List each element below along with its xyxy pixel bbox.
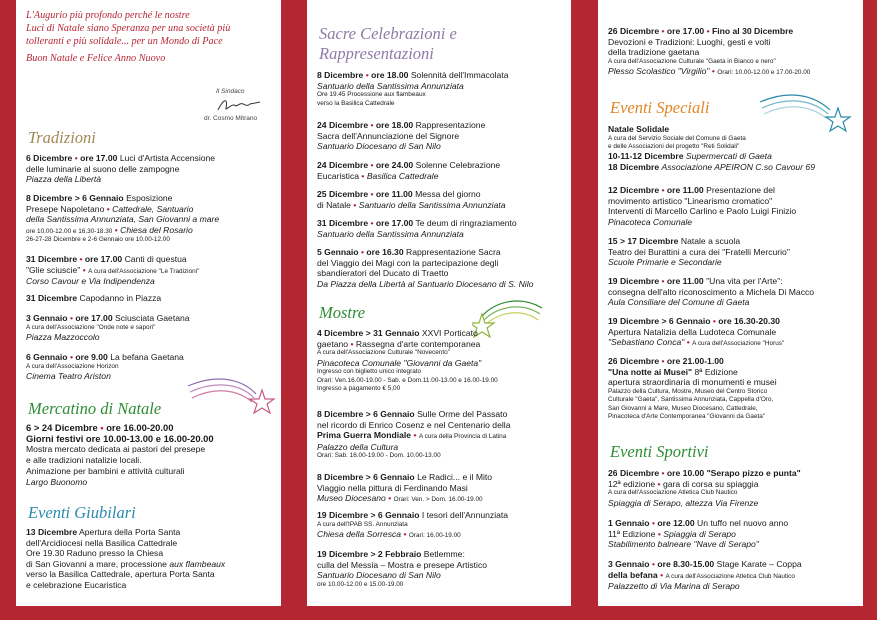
- section-title-giubilari: Eventi Giubilari: [28, 503, 136, 522]
- event-sacre-3: 24 Dicembre • ore 24.00 Solenne Celebrazione Eucaristica • Basilica Cattedrale: [317, 160, 501, 181]
- greeting-wish: Buon Natale e Felice Anno Nuovo: [26, 53, 166, 64]
- section-title-tradizioni: Tradizioni: [28, 128, 96, 147]
- greeting-line: L'Augurio più profondo perché le nostre: [26, 10, 190, 21]
- section-title-mostre: Mostre: [319, 303, 366, 322]
- event-sport-3: 3 Gennaio • ore 8.30-15.00 Stage Karate – Coppa della befana • A cura dell'Associazione Atletica Club Nautico Palazzetto di Via Marina di Serapo: [608, 559, 802, 591]
- event-spec-2: 12 Dicembre • ore 11.00 Presentazione del movimento artistico "Linearismo cromatico" Interventi di Marcello Carlino e Paolo Luigi Finizio Pinacoteca Comunale: [608, 185, 797, 227]
- event-trad-2: 8 Dicembre > 6 Gennaio Esposizione Presepe Napoletano • Cattedrale, Santuario della Santissima Annunziata, San Giovanni a mare ore 10.00-12.00 e 16.30-18.30 • Chiesa del Rosario 26-27-28 Dicembre e 2-6 Gennaio ore 10.00-12.00: [26, 193, 220, 244]
- section-title-speciali: Eventi Speciali: [610, 98, 710, 117]
- event-sacre-2: 24 Dicembre • ore 18.00 Rappresentazione Sacra dell'Annunciazione del Signore Santuario Diocesano di San Nilo: [317, 120, 486, 152]
- event-spec-4: 19 Dicembre • ore 11.00 "Una vita per l'Arte": consegna dell'alto riconoscimento a Michela Di Macco Aula Consiliare del Comune di Gaeta: [608, 276, 815, 308]
- signer-title: Il Sindaco: [216, 88, 245, 95]
- panel-left: [16, 0, 281, 606]
- event-merc-1: 6 > 24 Dicembre • ore 16.00-20.00 Giorni festivi ore 10.00-13.00 e 16.00-20.00 Mostra mercato dedicata ai pastori del presepe e alle tradizioni natalizie locali. Animazione per bambini e attività culturali Largo Buonomo: [26, 422, 214, 487]
- event-trad-3: 31 Dicembre • ore 17.00 Canti di questua "Glie sciuscie" • A cura dell'Associazione "Le Tradizioni" Corso Cavour e Via Indipendenza: [26, 254, 200, 286]
- panel-right: [598, 0, 863, 606]
- event-spec-1: Natale Solidale A cura del Servizio Sociale del Comune di Gaeta e delle Associazioni del progetto "Reti Solidali" 10-11-12 Dicembre Supermercati di Gaeta 18 Dicembre Associazione APEIRON C.so Cavour 69: [608, 124, 815, 172]
- event-spec-3: 15 > 17 Dicembre Natale a scuola Teatro dei Burattini a cura dei "Fratelli Mercurio" Scuole Primarie e Secondarie: [608, 236, 790, 268]
- event-trad-4: 31 Dicembre Capodanno in Piazza: [26, 293, 162, 303]
- event-spec-6: 26 Dicembre • ore 21.00-1.00 "Una notte ai Musei" 8ª Edizione apertura straordinaria di monumenti e musei Palazzo della Cultura, Mostre, Museo del Centro Storico Culturale "Gaeta", Santissima Annunziata, Cappella d'Oro, San Giovanni a Mare, Museo Diocesano, Cattedrale, Pinacoteca d'Arte Contemporanea "Giovanni da Gaeta": [608, 356, 777, 420]
- event-mostre-5: 19 Dicembre > 2 Febbraio Betlemme: culla del Messia – Mostra e presepe Artistico Santuario Diocesano di San Nilo ore 10.00-12.00 e 15.00-19.00: [317, 549, 488, 588]
- event-trad-6: 6 Gennaio • ore 9.00 La befana Gaetana A cura dell'Associazione Horizon Cinema Teatro Ariston: [26, 352, 184, 381]
- event-sport-2: 1 Gennaio • ore 12.00 Un tuffo nel nuovo anno 11ª Edizione • Spiaggia di Serapo Stabilimento balneare "Nave di Serapo": [608, 518, 789, 550]
- section-title-sacre: Sacre Celebrazioni e Rappresentazioni: [319, 24, 457, 63]
- panel-center: [307, 0, 571, 606]
- event-sacre-6: 5 Gennaio • ore 16.30 Rappresentazione Sacra del Viaggio dei Magi con la partecipazione degli sbandieratori del Ducato di Traetto Da Piazza della Libertà al Santuario Diocesano di S. Nilo: [317, 247, 534, 289]
- event-sacre-5: 31 Dicembre • ore 17.00 Te deum di ringraziamento Santuario della Santissima Annunziata: [317, 218, 517, 239]
- shooting-star-icon: [186, 368, 276, 418]
- greeting-line: Luci di Natale siano Speranza per una società più: [26, 23, 231, 34]
- greeting-line: tolleranti e più solidale... per un Mondo di Pace: [26, 36, 223, 47]
- event-sacre-4: 25 Dicembre • ore 11.00 Messa del giorno di Natale • Santuario della Santissima Annunziata: [317, 189, 506, 210]
- signature-icon: [216, 96, 266, 114]
- event-sacre-1: 8 Dicembre • ore 18.00 Solennità dell'Immacolata Santuario della Santissima Annunziata Ore 19.45 Processione aux flambeaux verso la Basilica Cattedrale: [317, 70, 509, 107]
- event-spec-5: 19 Dicembre > 6 Gennaio • ore 16.30-20.30 Apertura Natalizia della Ludoteca Comunale "Sebastiano Conca" • A cura dell'Associazione "Horus": [608, 316, 785, 348]
- event-top: 26 Dicembre • ore 17.00 • Fino al 30 Dicembre Devozioni e Tradizioni: Luoghi, gesti e volti della tradizione gaetana A cura dell'Associazione Culturale "Gaeta in Bianco e nero" Plesso Scolastico "Virgilio" • Orari: 10.00-12.00 e 17.00-20.00: [608, 26, 811, 77]
- event-mostre-3: 8 Dicembre > 6 Gennaio Le Radici... e il Mito Viaggio nella pittura di Ferdinando Masi Museo Diocesano • Orari: Ven. > Dom. 16.00-19.00: [317, 472, 493, 504]
- signer-name: dr. Cosmo Mitrano: [204, 115, 258, 122]
- event-trad-5: 3 Gennaio • ore 17.00 Sciusciata Gaetana A cura dell'Associazione "Onde note e sapori" Piazza Mazzoccolo: [26, 313, 190, 342]
- event-giub-1: 13 Dicembre Apertura della Porta Santa dell'Arcidiocesi nella Basilica Cattedrale Ore 19.30 Raduno presso la Chiesa di San Giovanni a mare, processione aux flambeaux verso la Basilica Cattedrale, apertura Porta Santa e celebrazione Eucaristica: [26, 527, 226, 590]
- event-mostre-2: 8 Dicembre > 6 Gennaio Sulle Orme del Passato nel ricordo di Enrico Cosenz e nel Centenario della Prima Guerra Mondiale • A cura della Provincia di Latina Palazzo della Cultura Orari: Sab. 16.00-19.00 - Dom. 10.00-13.00: [317, 409, 511, 460]
- event-trad-1: 6 Dicembre • ore 17.00 Luci d'Artista Accensione delle luminarie al suono delle zampogne Piazza della Libertà: [26, 153, 216, 185]
- event-sport-1: 26 Dicembre • ore 10.00 "Serapo pizzo e punta" 12ª edizione • gara di corsa su spiaggia A cura dell'Associazione Atletica Club Nautico Spiaggia di Serapo, altezza Via Firenze: [608, 468, 801, 508]
- event-mostre-1: 4 Dicembre > 31 Gennaio XXVI Porticato gaetano • Rassegna d'arte contemporanea A cura dell'Associazione Culturale "Novecento" Pinacoteca Comunale "Giovanni da Gaeta" Ingresso con biglietto unico integrato Orari: Ven.16.00-19.00 - Sab. e Dom.11.00-13.00 e 16.00-19.00 Ingresso a pagamento € 5,00: [317, 328, 498, 392]
- section-title-mercatino: Mercatino di Natale: [28, 399, 162, 418]
- section-title-sportivi: Eventi Sportivi: [610, 442, 709, 461]
- event-mostre-4: 19 Dicembre > 6 Gennaio I tesori dell'Annunziata A cura dell'IPAB SS. Annunziata Chiesa della Sorresca • Orari: 16.00-19.00: [317, 510, 509, 539]
- mayor-greeting: [26, 9, 281, 65]
